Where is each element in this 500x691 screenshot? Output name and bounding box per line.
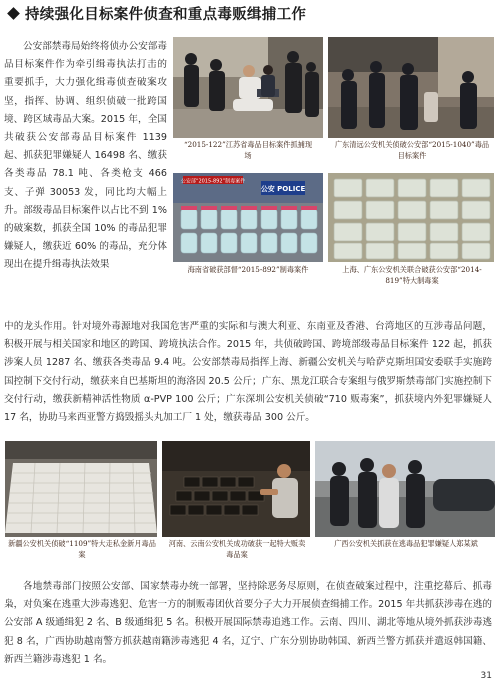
photo-henan-yunnan (162, 441, 310, 537)
diamond-bullet-icon (7, 7, 20, 20)
photo-guangdong-qingyuan (328, 37, 494, 138)
banner-text: 公安部“2015-892”制毒案件 (180, 178, 246, 185)
photo-guangxi-arrest (315, 441, 495, 537)
caption-shanghai-guangdong: 上海、广东公安机关联合破获公安部“2014-819”特大制毒案 (342, 265, 482, 285)
henan-yunnan-image (162, 441, 310, 537)
xinjiang-packets-image (5, 441, 157, 537)
photo-hainan-seizure (173, 173, 323, 262)
shanghai-guangdong-image (328, 173, 494, 262)
photo-arrest-scene (173, 37, 323, 138)
photo-shanghai-guangdong (328, 173, 494, 262)
paragraph-intro: 公安部禁毒局始终将侦办公安部毒品目标案件作为牵引缉毒执法打击的重要抓手，大力强化缉毒侦查破案攻坚，指挥、协调、组织侦破一批跨国境、跨区域毒品大案。2015 年，全国共破获公安部毒品目标案件 1139 起、抓获犯罪嫌疑人 16498 名、缴获各类毒品 78.1 吨、各类枪支 466 支、子弹 30053 发，同比均大幅上升。部级毒品目标案件以占比不到 1% 的破案数，抓获全国 10% 的毒品犯罪嫌疑人，缴获近 60% 的毒品，充分体现出在提升缉毒执法效果 (4, 41, 167, 271)
caption-guangdong-qingyuan: 广东清远公安机关侦破公安部“2015-1040”毒品目标案件 (334, 140, 490, 160)
photo-xinjiang-packets (5, 441, 157, 537)
paragraph-fugitive-arrests: 各地禁毒部门按照公安部、国家禁毒办统一部署，坚持除恶务尽原则，在侦查破案过程中，注重挖幕后、抓毒枭，对负案在逃重大涉毒逃犯、危害一方的制贩毒团伙首要分子大力开展侦查缉捕工作。2015 年共抓获涉毒在逃的公安部 A 级通缉犯 2 名、B 级通缉犯 5 名。积极开展国际禁毒追逃工作。云南、四川、湖北等地从境外抓获涉毒逃犯 8 名，广西协助越南警方抓获越南籍涉毒逃犯 4 名，辽宁、广东分别协助韩国、新西兰警方抓获并遣返韩国籍、新西兰籍涉毒逃犯 1 名。 (4, 581, 493, 665)
hainan-seizure-image (173, 173, 323, 262)
arrest-scene-image (173, 37, 323, 138)
police-badge-text: 公安 POLICE (260, 185, 306, 193)
page-number: 31 (480, 671, 492, 681)
qingyuan-case-image (328, 37, 494, 138)
caption-arrest-scene: “2015-122”江苏省毒品目标案件抓捕现场 (183, 140, 313, 160)
caption-hainan-seizure: 海南省破获部督“2015-892”制毒案件 (187, 265, 309, 274)
caption-henan-yunnan: 河南、云南公安机关成功破获一起特大贩卖毒品案 (168, 539, 306, 559)
paragraph-international-cooperation: 中的龙头作用。针对境外毒源地对我国危害严重的实际和与澳大利亚、东南亚及香港、台湾地区的互涉毒品问题，积极开展与相关国家和地区的跨国、跨境执法合作。2015 年，共侦破跨国、跨境部级毒品目标案件 122 起，抓获涉案人员 1287 名、缴获各类毒品 9.4 吨。公安部禁毒局指挥上海、新疆公安机关与哈萨克斯坦国安委联手实施跨国控制下交付行动，缴获来自巴基斯坦的海洛因 20.5 公斤；广东、黑龙江联合专案组与俄罗斯禁毒部门实施控制下交付行动，缴获新精神活性物质 α-PVP 100 公斤；广东深圳公安机关侦破“710 贩毒案”，抓获境内外犯罪嫌疑人 17 名，协助马来西亚警方捣毁摇头丸加工厂 1 处，缴获毒品 300 公斤。 (4, 321, 492, 424)
section-title: 持续强化目标案件侦查和重点毒贩缉捕工作 (25, 6, 307, 23)
caption-xinjiang-packets: 新疆公安机关侦破“1109”特大走私金新月毒品案 (8, 539, 156, 559)
guangxi-arrest-image (315, 441, 495, 537)
caption-guangxi-arrest: 广西公安机关抓获在逃毒品犯罪嫌疑人郑某斌 (334, 539, 478, 548)
section-heading (6, 4, 306, 22)
